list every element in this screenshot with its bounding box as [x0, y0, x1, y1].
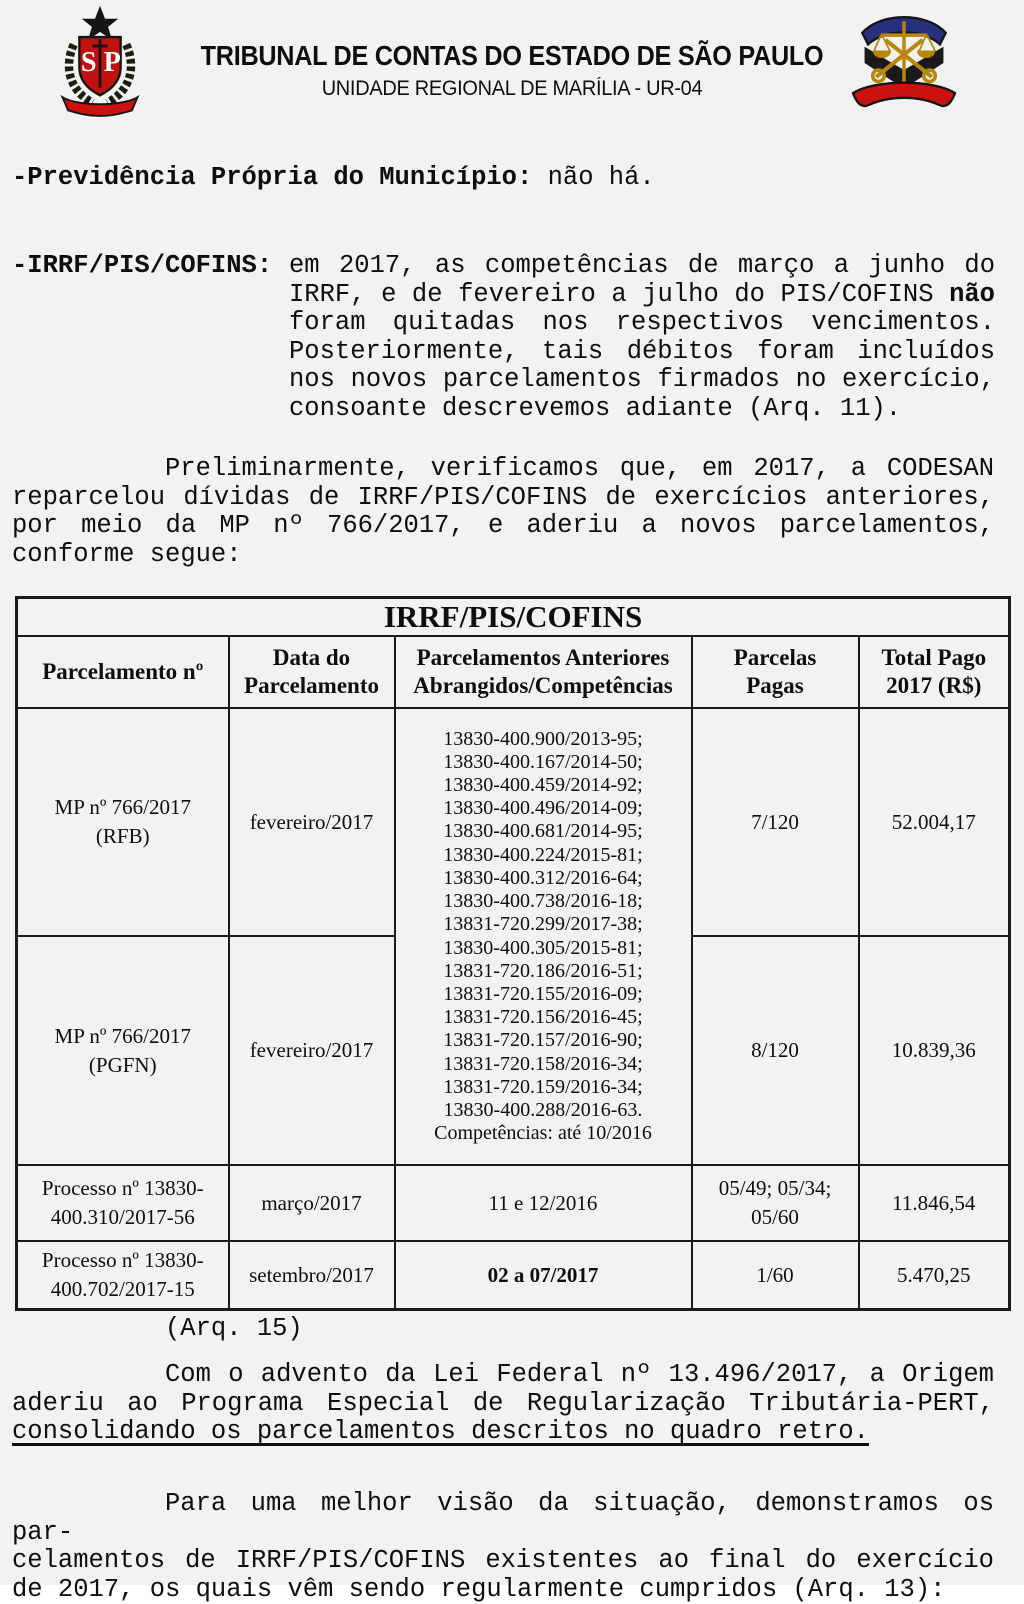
col-header-line: Pagas [746, 673, 804, 698]
col-header-abrangidos [395, 636, 692, 708]
cell-line: MP nº 766/2017 [54, 1023, 191, 1048]
col-header-parcelas [692, 636, 859, 708]
svg-text:S: S [80, 46, 97, 78]
preliminarmente-line: conforme segue: [12, 539, 242, 569]
previdencia-label: -Previdência Própria do Município: [12, 163, 533, 192]
parcelamentos-table [15, 596, 1011, 1311]
cell-parcelas-pagas: 8/120 [692, 936, 859, 1165]
process-number-line: 13830-400.312/2016-64; [443, 866, 643, 889]
cell-line: Processo nº 13830- [41, 1248, 204, 1272]
cell-parcelamento [17, 1241, 229, 1310]
cell-parcelamento [17, 1165, 229, 1241]
irrf-line: Posteriormente, tais débitos foram incluídos [289, 336, 995, 366]
process-number-line: 13830-400.738/2016-18; [443, 890, 643, 913]
advento-underlined-text: consolidando os parcelamentos descritos no quadro retro. [12, 1417, 869, 1447]
process-number-list [398, 728, 689, 1122]
advento-line [12, 1418, 994, 1447]
arq15-note: (Arq. 15) [165, 1314, 303, 1343]
table-row [17, 708, 1010, 936]
org-title: TRIBUNAL DE CONTAS DO ESTADO DE SÃO PAULO [200, 40, 824, 71]
process-number-line: 13831-720.299/2017-38; [443, 913, 643, 936]
process-number-line: 13830-400.459/2014-92; [443, 774, 643, 797]
irrf-line: consoante descrevemos adiante (Arq. 11). [289, 393, 902, 423]
cell-line: 05/49; 05/34; [718, 1176, 832, 1200]
process-number-line: 13831-720.155/2016-09; [443, 982, 643, 1005]
sao-paulo-coat-of-arms-icon [53, 7, 147, 115]
irrf-label: -IRRF/PIS/COFINS: [12, 251, 273, 280]
irrf-line: nos novos parcelamentos firmados no exercício, [289, 365, 995, 395]
irrf-line [289, 281, 995, 310]
cell-total-pago: 52.004,17 [859, 708, 1010, 936]
org-subtitle: UNIDADE REGIONAL DE MARÍLIA - UR-04 [321, 77, 703, 100]
cell-total-pago: 11.846,54 [859, 1165, 1010, 1241]
col-header-line: Parcelas [733, 645, 817, 670]
process-number-line: 13831-720.156/2016-45; [443, 1006, 643, 1029]
cell-data-parcelamento: março/2017 [229, 1165, 395, 1241]
cell-abrangidos: 11 e 12/2016 [395, 1165, 692, 1241]
irrf-line-text: IRRF, e de fevereiro a julho do PIS/COFINS [289, 279, 950, 309]
paragraph-irrf [12, 252, 994, 424]
col-header-line: Data do [272, 645, 351, 670]
col-header-line: Parcelamento [244, 673, 379, 698]
paragraph-advento [12, 1361, 994, 1447]
table-title: IRRF/PIS/COFINS [17, 598, 1010, 637]
cell-parcelas-pagas: 1/60 [692, 1241, 859, 1310]
process-number-line: 13831-720.159/2016-34; [443, 1075, 643, 1098]
svg-text:P: P [103, 46, 121, 78]
cell-line: (RFB) [95, 824, 150, 848]
final-line: celamentos de IRRF/PIS/COFINS existentes ao final do exercício [12, 1546, 994, 1576]
preliminarmente-line: por meio da MP nº 766/2017, e aderiu a novos parcelamentos, [12, 511, 994, 541]
table-row [17, 1241, 1010, 1310]
process-number-line: 13830-400.900/2013-95; [443, 727, 643, 750]
cell-total-pago: 5.470,25 [859, 1241, 1010, 1310]
table-row [17, 1165, 1010, 1241]
col-header-total [859, 636, 1010, 708]
cell-data-parcelamento: fevereiro/2017 [229, 708, 395, 936]
cell-parcelas-pagas [692, 1165, 859, 1241]
table-header-row [17, 636, 1010, 708]
process-number-line: 13831-720.186/2016-51; [443, 959, 643, 982]
advento-line: aderiu ao Programa Especial de Regularização Tributária-PERT, [12, 1388, 994, 1418]
process-number-line: 13831-720.157/2016-90; [443, 1029, 643, 1052]
cell-line: Processo nº 13830- [41, 1176, 204, 1200]
process-number-line: 13830-400.224/2015-81; [443, 843, 643, 866]
irrf-line: em 2017, as competências de março a junho do [289, 251, 995, 280]
advento-line: Com o advento da Lei Federal nº 13.496/2017, a Origem [165, 1360, 994, 1389]
paragraph-final [12, 1490, 994, 1604]
cell-line: 400.310/2017-56 [50, 1205, 195, 1229]
process-number-line: 13830-400.288/2016-63. [443, 1098, 643, 1121]
cell-parcelamento [17, 708, 229, 936]
preliminarmente-line: Preliminarmente, verificamos que, em 2017, a CODESAN [165, 454, 994, 483]
table-title-row [17, 598, 1010, 637]
preliminarmente-line: reparcelou dívidas de IRRF/PIS/COFINS de exercícios anteriores, [12, 482, 994, 512]
process-number-line: 13830-400.496/2014-09; [443, 797, 643, 820]
competencias-footer: Competências: até 10/2016 [434, 1122, 652, 1145]
cell-data-parcelamento: fevereiro/2017 [229, 936, 395, 1165]
cell-abrangidos-merged [395, 708, 692, 1165]
irrf-line: foram quitadas nos respectivos vencimentos. [289, 308, 995, 338]
process-number-line: 13831-720.158/2016-34; [443, 1052, 643, 1075]
previdencia-text: não há. [532, 163, 655, 192]
col-header-data [229, 636, 395, 708]
irrf-line-bold-word: não [949, 279, 995, 309]
col-header-line: Parcelamentos Anteriores [416, 645, 670, 670]
paragraph-preliminarmente [12, 455, 994, 569]
cell-line: (PGFN) [88, 1052, 157, 1077]
irrf-text-block [289, 252, 995, 424]
header-titles [160, 40, 864, 101]
cell-total-pago: 10.839,36 [859, 936, 1010, 1165]
cell-line: 05/60 [751, 1205, 799, 1229]
paragraph-previdencia [12, 164, 994, 193]
col-header-parcelamento [17, 636, 229, 708]
cell-data-parcelamento: setembro/2017 [229, 1241, 395, 1310]
process-number-line: 13830-400.167/2014-50; [443, 750, 643, 773]
process-number-line: 13830-400.305/2015-81; [443, 936, 643, 959]
process-number-line: 13830-400.681/2014-95; [443, 820, 643, 843]
final-line: Para uma melhor visão da situação, demonstramos os par- [12, 1489, 994, 1547]
cell-parcelas-pagas: 7/120 [692, 708, 859, 936]
cell-abrangidos: 02 a 07/2017 [395, 1241, 692, 1310]
cell-line: MP nº 766/2017 [54, 795, 191, 819]
final-line: de 2017, os quais vêm sendo regularmente cumpridos (Arq. 13): [12, 1574, 946, 1604]
cell-line: 400.702/2017-15 [50, 1277, 195, 1301]
col-header-line: 2017 (R$) [886, 673, 982, 698]
tcesp-seal-icon [846, 5, 962, 121]
cell-parcelamento [17, 936, 229, 1165]
col-header-line: Total Pago [881, 645, 987, 670]
col-header-line: Abrangidos/Competências [413, 673, 673, 698]
col-header-line: Parcelamento nº [42, 659, 204, 684]
